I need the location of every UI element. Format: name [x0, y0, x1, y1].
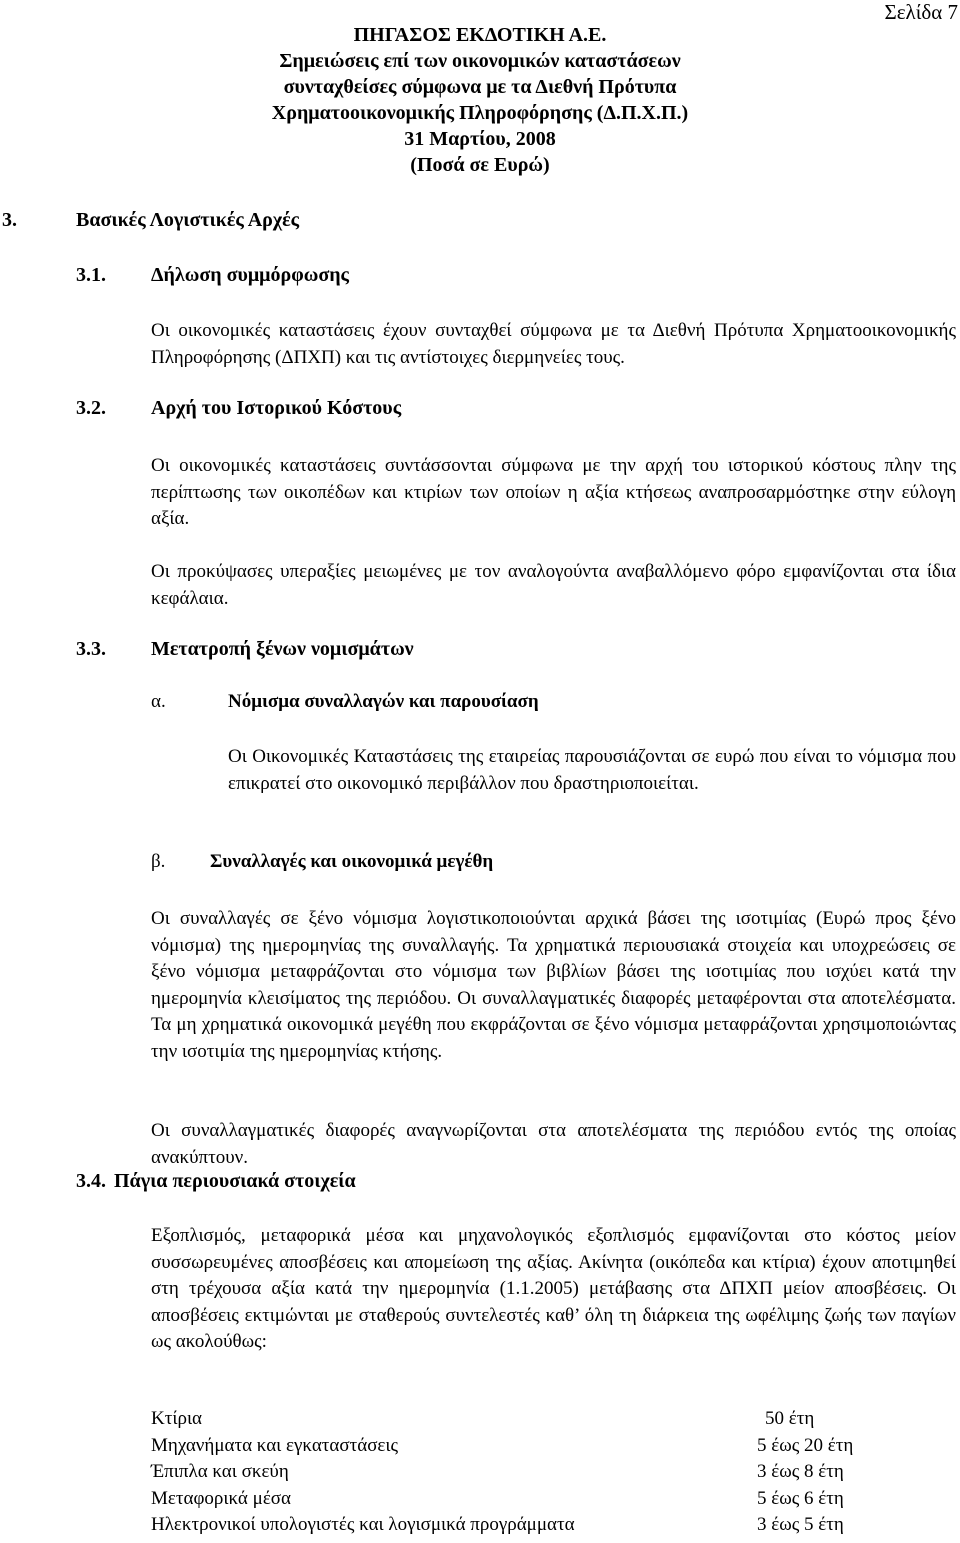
subsection-b-paragraph-2: Οι συναλλαγματικές διαφορές αναγνωρίζονται στα αποτελέσματα της περιόδου εντός της οποίας ανακύπτουν.: [151, 1120, 956, 1168]
page-number: Σελίδα 7: [884, 0, 958, 24]
useful-life: 3 έως 8 έτη: [757, 1461, 844, 1482]
header-date: 31 Μαρτίου, 2008: [404, 128, 556, 150]
section-3-1-number: 3.1.: [76, 264, 106, 286]
section-3-3-number: 3.3.: [76, 638, 106, 660]
section-3-1-title: Δήλωση συμμόρφωσης: [151, 264, 349, 286]
section-3-4-number: 3.4.: [76, 1170, 106, 1192]
useful-life: 5 έως 6 έτη: [757, 1488, 844, 1509]
company-name: ΠΗΓΑΣΟΣ ΕΚΔΟΤΙΚΗ Α.Ε.: [353, 24, 607, 46]
useful-life: 50 έτη: [765, 1408, 815, 1429]
asset-category: Κτίρια: [151, 1408, 203, 1429]
subsection-a-title: Νόμισμα συναλλαγών και παρουσίαση: [228, 691, 539, 712]
header-currency: (Ποσά σε Ευρώ): [410, 154, 550, 176]
section-3-2-paragraph-1: Οι οικονομικές καταστάσεις συντάσσονται σύμφωνα με την αρχή του ιστορικού κόστους πλην της περίπτωσης των οικοπέδων και κτιρίων των οποίων η αξία κτήσεως αναπροσαρμόστηκε στην εύλογη αξία.: [151, 455, 956, 529]
asset-category: Μηχανήματα και εγκαταστάσεις: [151, 1435, 399, 1456]
asset-category: Έπιπλα και σκεύη: [151, 1461, 289, 1482]
asset-category: Ηλεκτρονικοί υπολογιστές και λογισμικά προγράμματα: [151, 1514, 575, 1535]
table-row: [151, 1461, 891, 1487]
section-3-number: 3.: [2, 209, 17, 231]
subsection-b-title: Συναλλαγές και οικονομικά μεγέθη: [210, 851, 494, 872]
section-3-2-paragraph-2: Οι προκύψασες υπεραξίες μειωμένες με τον αναλογούντα αναβαλλόμενο φόρο εμφανίζονται στα ίδια κεφάλαια.: [151, 561, 956, 609]
asset-category: Μεταφορικά μέσα: [151, 1488, 291, 1509]
section-3-2-number: 3.2.: [76, 397, 106, 419]
table-row: [151, 1488, 891, 1514]
section-3-title: Βασικές Λογιστικές Αρχές: [76, 209, 300, 231]
subsection-b-label: β.: [151, 851, 166, 872]
table-row: [151, 1435, 891, 1461]
subsection-b-paragraph-1: Οι συναλλαγές σε ξένο νόμισμα λογιστικοποιούνται αρχικά βάσει της ισοτιμίας (Ευρώ προς ξένο νόμισμα) της ημερομηνίας της συναλλαγής. Τα χρηματικά περιουσιακά στοιχεία και υποχρεώσεις σε ξένο νόμισμα μεταφράζονται στο νόμισμα των βιβλίων βάσει της ισοτιμίας που ισχύει κατά την ημερομηνία κλεισίματος της περιόδου. Οι συναλλαγματικές διαφορές μεταφέρονται στα αποτελέσματα. Τα μη χρηματικά οικονομικά μεγέθη που εκφράζονται σε ξένο νόμισμα μεταφράζονται χρησιμοποιώντας την ισοτιμία της ημερομηνίας κτήσης.: [151, 908, 956, 1062]
table-row: [151, 1408, 891, 1434]
table-row: [151, 1514, 891, 1540]
useful-life: 3 έως 5 έτη: [757, 1514, 844, 1535]
subsection-a-label: α.: [151, 691, 166, 712]
section-3-1-text: Οι οικονομικές καταστάσεις έχουν συνταχθεί σύμφωνα με τα Διεθνή Πρότυπα Χρηματοοικονομικής Πληροφόρησης (ΔΠΧΠ) και τις αντίστοιχες διερμηνείες τους.: [151, 320, 956, 368]
section-3-3-title: Μετατροπή ξένων νομισμάτων: [151, 638, 414, 660]
header-line-3: συνταχθείσες σύμφωνα με τα Διεθνή Πρότυπα: [283, 76, 677, 98]
document-header: [0, 22, 960, 178]
header-line-2: Σημειώσεις επί των οικονομικών καταστάσεων: [279, 50, 681, 72]
subsection-a-text: Οι Οικονομικές Καταστάσεις της εταιρείας παρουσιάζονται σε ευρώ που είναι το νόμισμα που επικρατεί στο οικονομικό περιβάλλον που δραστηριοποιείται.: [228, 746, 956, 794]
header-line-4: Χρηματοοικονομικής Πληροφόρησης (Δ.Π.Χ.Π.): [271, 102, 689, 124]
section-3-4-title: Πάγια περιουσιακά στοιχεία: [114, 1170, 356, 1192]
useful-life: 5 έως 20 έτη: [757, 1435, 854, 1456]
section-3-2-title: Αρχή του Ιστορικού Κόστους: [151, 397, 402, 419]
section-3-4-text: Εξοπλισμός, μεταφορικά μέσα και μηχανολογικός εξοπλισμός εμφανίζονται στο κόστος μείον συσσωρευμένες αποσβέσεις και απομείωση της αξίας. Ακίνητα (οικόπεδα και κτίρια) έχουν αποτιμηθεί στη τρέχουσα αξία κατά την ημερομηνία (1.1.2005) μετάβασης στα ΔΠΧΠ μείον αποσβέσεις. Οι αποσβέσεις εκτιμώνται με σταθερούς συντελεστές καθ’ όλη τη διάρκεια της ωφέλιμης ζωής των παγίων ως ακολούθως:: [151, 1225, 956, 1352]
